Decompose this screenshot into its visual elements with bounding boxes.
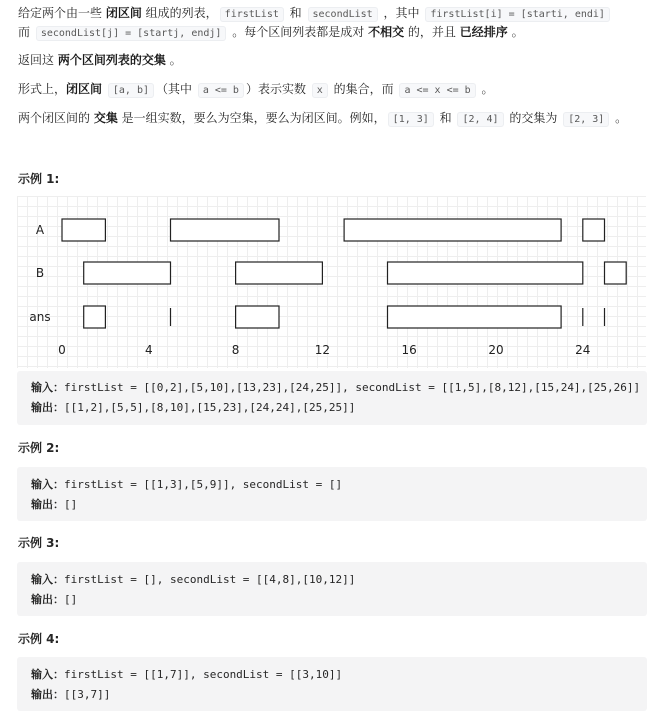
x-tick-16: 16 <box>401 343 417 357</box>
interval-B-2 <box>388 262 583 284</box>
intro-line-5: 两个闭区间的 交集 是一组实数，要么为空集，要么为闭区间。例如， [1, 3] 和 [2, 4] 的交集为 [2, 3] 。 <box>18 111 628 125</box>
example-1-output: 输出：[[1,2],[5,5],[8,10],[15,23],[24,24],[25,25]] <box>31 401 356 414</box>
example-3-title: 示例 3: <box>18 536 60 550</box>
example-2-title: 示例 2: <box>18 441 60 455</box>
interval-B-1 <box>236 262 323 284</box>
interval-A-3 <box>583 219 605 241</box>
intro-line-4: 形式上，闭区间 [a, b] （其中 a <= b ）表示实数 x 的集合，而 a <= x <= b 。 <box>18 82 494 96</box>
example-4-output: 输出：[[3,7]] <box>31 688 111 701</box>
code-secondlist-def: secondList[j] = [startj, endj] <box>36 26 227 41</box>
example-3-input: 输入：firstList = [], secondList = [[4,8],[10,12]] <box>31 573 356 586</box>
x-tick-8: 8 <box>231 343 240 357</box>
x-tick-4: 4 <box>144 343 153 357</box>
x-tick-0: 0 <box>58 343 66 357</box>
interval-A-0 <box>62 219 105 241</box>
example-2-code-block <box>17 467 647 521</box>
row-label-A: A <box>35 223 45 237</box>
x-tick-20: 20 <box>488 343 504 357</box>
interval-B-3 <box>605 262 627 284</box>
x-tick-12: 12 <box>314 343 331 357</box>
example-2-output: 输出：[] <box>31 498 78 511</box>
interval-A-1 <box>171 219 280 241</box>
intro-line-2: 而 secondList[j] = [startj, endj] 。每个区间列表都是成对 不相交 的，并且 已经排序 。 <box>18 25 524 39</box>
x-tick-24: 24 <box>575 343 591 357</box>
interval-A-2 <box>344 219 561 241</box>
example-1-title: 示例 1: <box>18 172 60 186</box>
interval-chart <box>17 196 646 368</box>
example-3-output: 输出：[] <box>31 593 78 606</box>
example-3-code-block <box>17 562 647 616</box>
example-4-title: 示例 4: <box>18 632 60 646</box>
interval-ans-2 <box>236 306 279 328</box>
row-label-B: B <box>35 266 45 280</box>
intro-line-3: 返回这 两个区间列表的交集 。 <box>18 53 182 67</box>
code-firstlist: firstList <box>220 7 284 22</box>
code-firstlist-def: firstList[i] = [starti, endi] <box>425 7 610 22</box>
row-label-ans: ans <box>29 310 51 324</box>
example-4-code-block <box>17 657 647 711</box>
example-4-input: 输入：firstList = [[1,7]], secondList = [[3,10]] <box>31 668 343 681</box>
code-secondlist: secondList <box>308 7 378 22</box>
interval-ans-0 <box>84 306 106 328</box>
interval-figure <box>17 196 646 368</box>
example-2-input: 输入：firstList = [[1,3],[5,9]], secondList = [] <box>31 478 343 491</box>
example-1-code-block <box>17 371 647 425</box>
example-1-input: 输入：firstList = [[0,2],[5,10],[13,23],[24,25]], secondList = [[1,5],[8,12],[15,24],[25,26]] <box>31 381 641 394</box>
intro-line-1: 给定两个由一些 闭区间 组成的列表， firstList 和 secondList ，其中 firstList[i] = [starti, endi] <box>18 3 612 25</box>
interval-ans-3 <box>388 306 562 328</box>
interval-B-0 <box>84 262 171 284</box>
